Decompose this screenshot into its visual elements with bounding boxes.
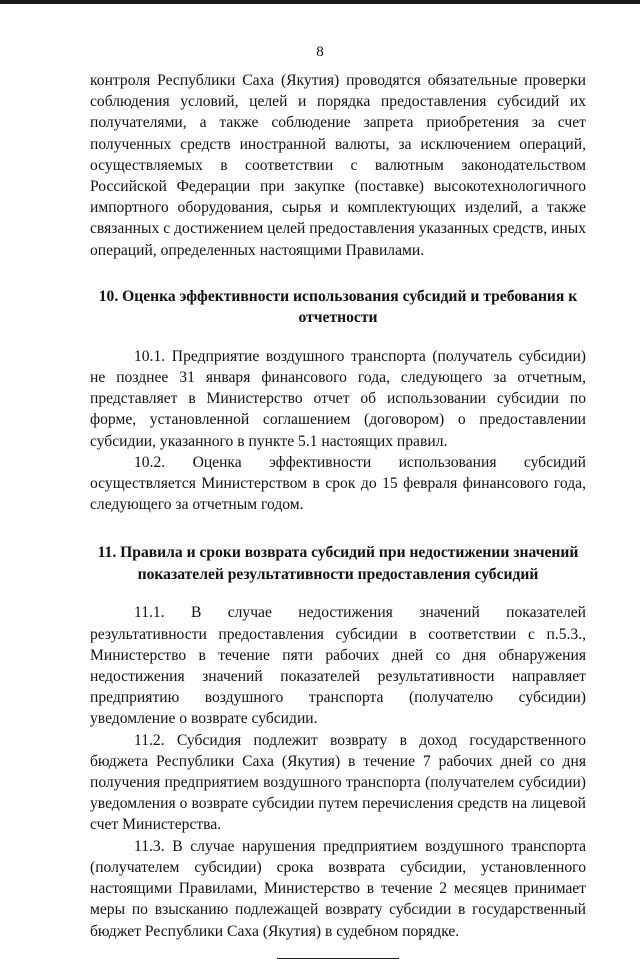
paragraph-11-2: 11.2. Субсидия подлежит возврату в доход государственного бюджета Республики Саха (Якутия) в течение 7 рабочих дней со дня получения предприятием воздушного транспорта (получателем субсидии) уведомления о возврате субсидии путем перечисления средств на лицевой счет Министерства. bbox=[90, 731, 586, 834]
paragraph-11-3: 11.3. В случае нарушения предприятием воздушного транспорта (получателем субсидии) срока возврата субсидии, установленного настоящими Правилами, Министерство в течение 2 месяцев принимает меры по взысканию подлежащей возврату субсидии в государственный бюджет Республики Саха (Якутия) в судебном порядке. bbox=[90, 837, 586, 940]
paragraph-10-2: 10.2. Оценка эффективности использования субсидий осуществляется Министерством в срок до 15 февраля финансового года, следующего за отчетным годом. bbox=[90, 453, 586, 514]
intro-paragraph: контроля Республики Саха (Якутия) проводятся обязательные проверки соблюдения условий, целей и порядка предоставления субсидий их получателями, а также соблюдение запрета приобретения за счет полученных средств иностранной валюты, за исключением операций, осуществляемых в соответствии с валютным законодательством Российской Федерации при закупке (поставке) высокотехнологичного импортного оборудования, сырья и комплектующих изделий, а также связанных с достижением целей предоставления указанных средств, иных операций, определенных настоящими Правилами. bbox=[90, 72, 586, 259]
section-10-heading: 10. Оценка эффективности использования субсидий и требования к отчетности bbox=[98, 287, 578, 327]
page-number: 8 bbox=[316, 44, 324, 60]
top-border-rule bbox=[0, 0, 640, 4]
section-11-heading: 11. Правила и сроки возврата субсидий при недостижении значений показателей результативности предоставления субсидий bbox=[97, 544, 579, 583]
paragraph-10-1: 10.1. Предприятие воздушного транспорта (получатель субсидии) не позднее 31 января финансового года, следующего за отчетным, представляет в Министерство отчет об использовании субсидии по форме, установленной соглашением (договором) о предоставлении субсидии, указанного в пункте 5.1 настоящих правил. bbox=[90, 347, 586, 450]
document-body bbox=[90, 70, 586, 959]
paragraph-11-1: 11.1. В случае недостижения значений показателей результативности предоставления субсидии в соответствии с п.5.3., Министерство в течение пяти рабочих дней со дня обнаружения недостижения значений показателей результативности направляет предприятию воздушного транспорта (получателю субсидии) уведомление о возврате субсидии. bbox=[90, 604, 586, 728]
